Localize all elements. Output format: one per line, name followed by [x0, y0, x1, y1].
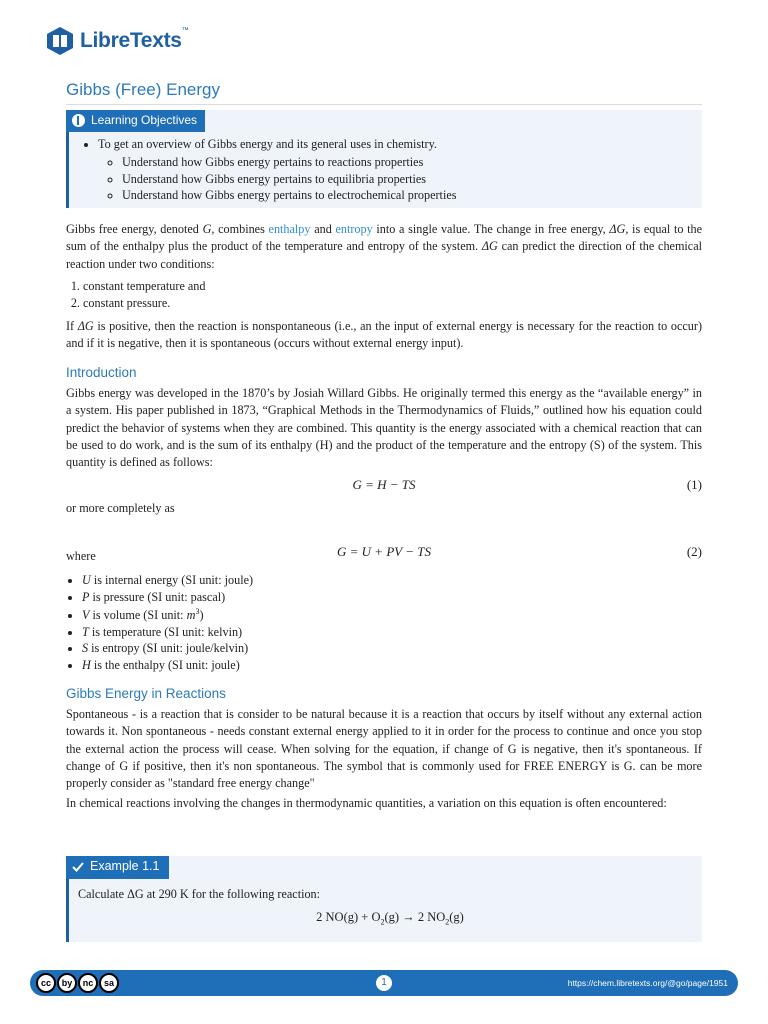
example-reaction: 2 $NO(g) + O_2(g) \to 2$ $NO_2(g)$: [316, 910, 464, 927]
conditions-list: [66, 278, 702, 312]
objective-sub-item: ◦ Understand how Gibbs energy pertains to electrochemical properties: [122, 187, 702, 204]
where-text: where: [66, 549, 96, 563]
introduction-heading: Introduction: [66, 365, 137, 380]
example-box: [66, 856, 702, 942]
equation-1: G = H − TS (1): [352, 477, 702, 492]
introduction-paragraph: Gibbs energy was developed in the 1870’s by Josiah Willard Gibbs. He originally termed this energy as the “available energy” in a system. His paper published in 1873, “Graphical Methods in the Thermodynamics of Fluids,” outlined how his equation could predict the behavior of systems when they are combined. This quantity is the energy associated with a chemical reaction that can be used to do work, and is the sum of its enthalpy (H) and the product of the temperature and the entropy (S) of the system. This quantity is defined as follows:: [66, 386, 702, 470]
variable-item: • P is pressure (SI unit: pascal): [82, 589, 702, 606]
reactions-paragraph-2: In chemical reactions involving the changes in thermodynamic quantities, a variation on this equation is often encountered:: [66, 796, 667, 810]
reactions-heading: Gibbs Energy in Reactions: [66, 686, 226, 701]
page-url[interactable]: https://chem.libretexts.org/@go/page/1951: [567, 978, 728, 988]
example-tab: [66, 856, 169, 879]
variables-list: [66, 572, 702, 674]
objectives-sublist: [98, 154, 702, 204]
sign-paragraph: If ΔG is positive, then the reaction is nonspontaneous (i.e., an the input of external energy is necessary for the reaction to occur) and if it is negative, then it is spontaneous (occurs without external energy input).: [66, 319, 703, 351]
page-title: Gibbs (Free) Energy: [66, 78, 702, 105]
attribution-icon: by: [57, 973, 77, 993]
equation-2: G = U + PV − TS (2): [337, 544, 702, 560]
more-completely-text: or more completely as: [66, 501, 175, 515]
condition-item: 1. constant temperature and: [83, 278, 702, 295]
logo-wordmark: LibreTexts™: [80, 27, 189, 53]
example-question: Calculate ΔG at 290 K for the following reaction:: [78, 886, 321, 901]
objective-sub-item: ◦ Understand how Gibbs energy pertains to equilibria properties: [122, 171, 702, 188]
objective-main: • To get an overview of Gibbs energy and its general uses in chemistry. ◦ Understand how Gibbs energy pertains to reactions properties ◦ Understand how Gibbs energy pertains to equilibria properties ◦ Understand how Gibbs energy pertains to electrochemical properties: [98, 136, 702, 204]
variable-item: • U is internal energy (SI unit: joule): [82, 572, 702, 589]
objective-sub-item: ◦ Understand how Gibbs energy pertains to reactions properties: [122, 154, 702, 171]
variable-item: • T is temperature (SI unit: kelvin): [82, 624, 702, 641]
learning-objectives-tab: [66, 110, 205, 132]
variable-item: • H is the enthalpy (SI unit: joule): [82, 657, 702, 674]
cc-license-badge[interactable]: [36, 973, 119, 993]
variable-item: • S is entropy (SI unit: joule/kelvin): [82, 640, 702, 657]
enthalpy-link[interactable]: enthalpy: [268, 222, 311, 236]
reactions-paragraph: Spontaneous - is a reaction that is consider to be natural because it is a reaction that occurs by itself without any external action towards it. Non spontaneous - needs constant external energy applied to it in order for the process to continue and once you stop the external action the process will cease. When solving for the equation, if change of G is negative, then it's spontaneous. If change of G if positive, then it's non spontaneous. The symbol that is commonly used for FREE ENERGY is G. can be more properly consider as "standard free energy change": [66, 707, 702, 791]
condition-item: 2. constant pressure.: [83, 295, 702, 312]
entropy-link[interactable]: entropy: [335, 222, 373, 236]
page-footer: [30, 970, 738, 996]
learning-objectives-label: Learning Objectives: [91, 113, 198, 127]
variable-item: • V is volume (SI unit: $m^3$): [82, 606, 702, 624]
sharealike-icon: sa: [99, 973, 119, 993]
libretexts-logo-icon: [45, 26, 75, 56]
page-number: 1: [376, 975, 392, 991]
noncommercial-icon: nc: [78, 973, 98, 993]
checkmark-icon: [72, 861, 84, 873]
info-icon: [72, 114, 85, 127]
learning-objectives-box: [66, 110, 702, 208]
intro-paragraph: Gibbs free energy, denoted G, combines enthalpy and entropy into a single value. The change in free energy, ΔG, is equal to the sum of the enthalpy plus the product of the temperature and entropy of the system. ΔG can predict the direction of the chemical reaction under two conditions:: [66, 222, 703, 271]
objectives-list: [69, 132, 702, 204]
example-label: Example 1.1: [90, 859, 160, 873]
cc-icon: cc: [36, 973, 56, 993]
libretexts-logo[interactable]: [45, 26, 188, 56]
